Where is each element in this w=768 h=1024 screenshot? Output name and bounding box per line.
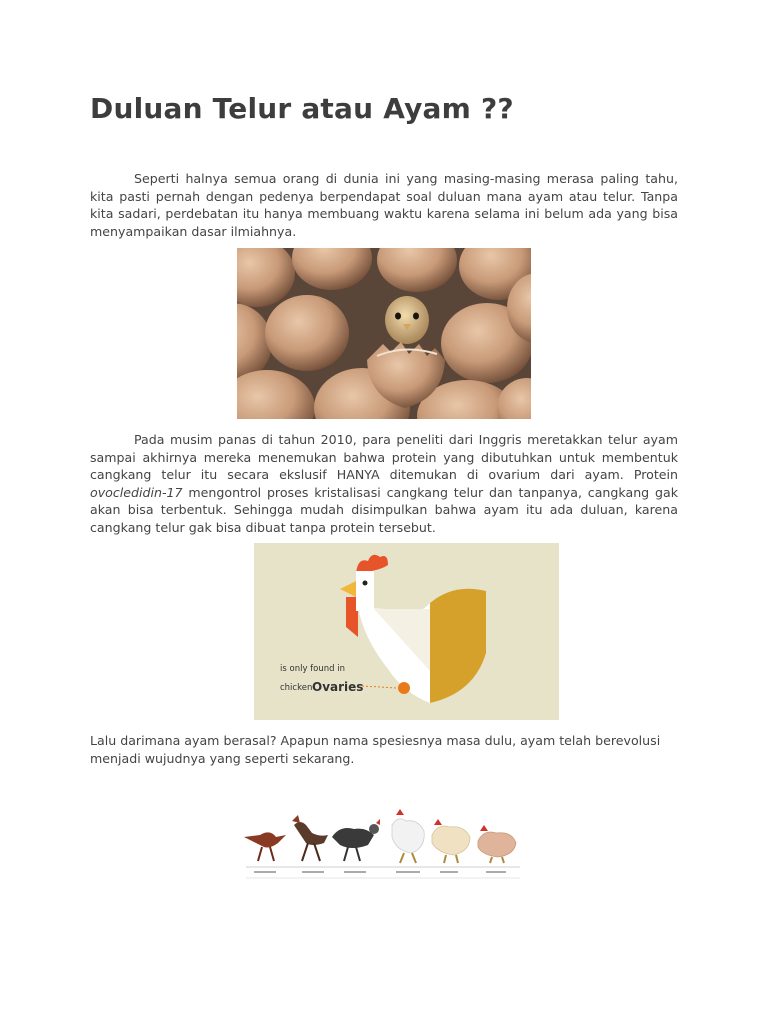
paragraph-research-text-1: Pada musim panas di tahun 2010, para peneliti dari Inggris meretakkan telur ayam sampai akhirnya mereka menemukan bahwa protein yang dibutuhkan untuk membentuk cangkang telur itu secara ekslusif HANYA ditemukan di ovarium dari ayam. Protein — [90, 432, 678, 482]
page-title: Duluan Telur atau Ayam ?? — [90, 92, 514, 125]
paragraph-intro: Seperti halnya semua orang di dunia ini yang masing-masing merasa paling tahu, kita pasti pernah dengan pedenya berpendapat soal duluan mana ayam atau telur. Tanpa kita sadari, perdebatan itu hanya membuang waktu karena selama ini belum ada yang bisa menyampaikan dasar ilmiahnya. — [90, 171, 678, 239]
rooster-ovaries-illustration — [254, 543, 559, 720]
chicken-evolution-illustration — [240, 785, 525, 895]
ovaries-caption-chicken: chicken — [280, 683, 313, 693]
paragraph-research-text-2: mengontrol proses kristalisasi cangkang telur dan tanpanya, cangkang gak akan bisa terbentuk. Sehingga mudah disimpulkan bahwa ayam itu ada duluan, karena cangkang telur gak bisa dibuat tanpa protein tersebut. — [90, 484, 678, 535]
protein-name: ovocledidin-17 — [90, 484, 183, 500]
ovaries-caption-ovaries: Ovaries — [312, 680, 364, 694]
chick-hatching-photo — [237, 248, 531, 419]
ovaries-caption-line1: is only found in — [280, 664, 345, 674]
paragraph-research — [90, 431, 678, 536]
paragraph-evolution: Lalu darimana ayam berasal? Apapun nama spesiesnya masa dulu, ayam telah berevolusi menjadi wujudnya yang seperti sekarang. — [90, 733, 661, 766]
